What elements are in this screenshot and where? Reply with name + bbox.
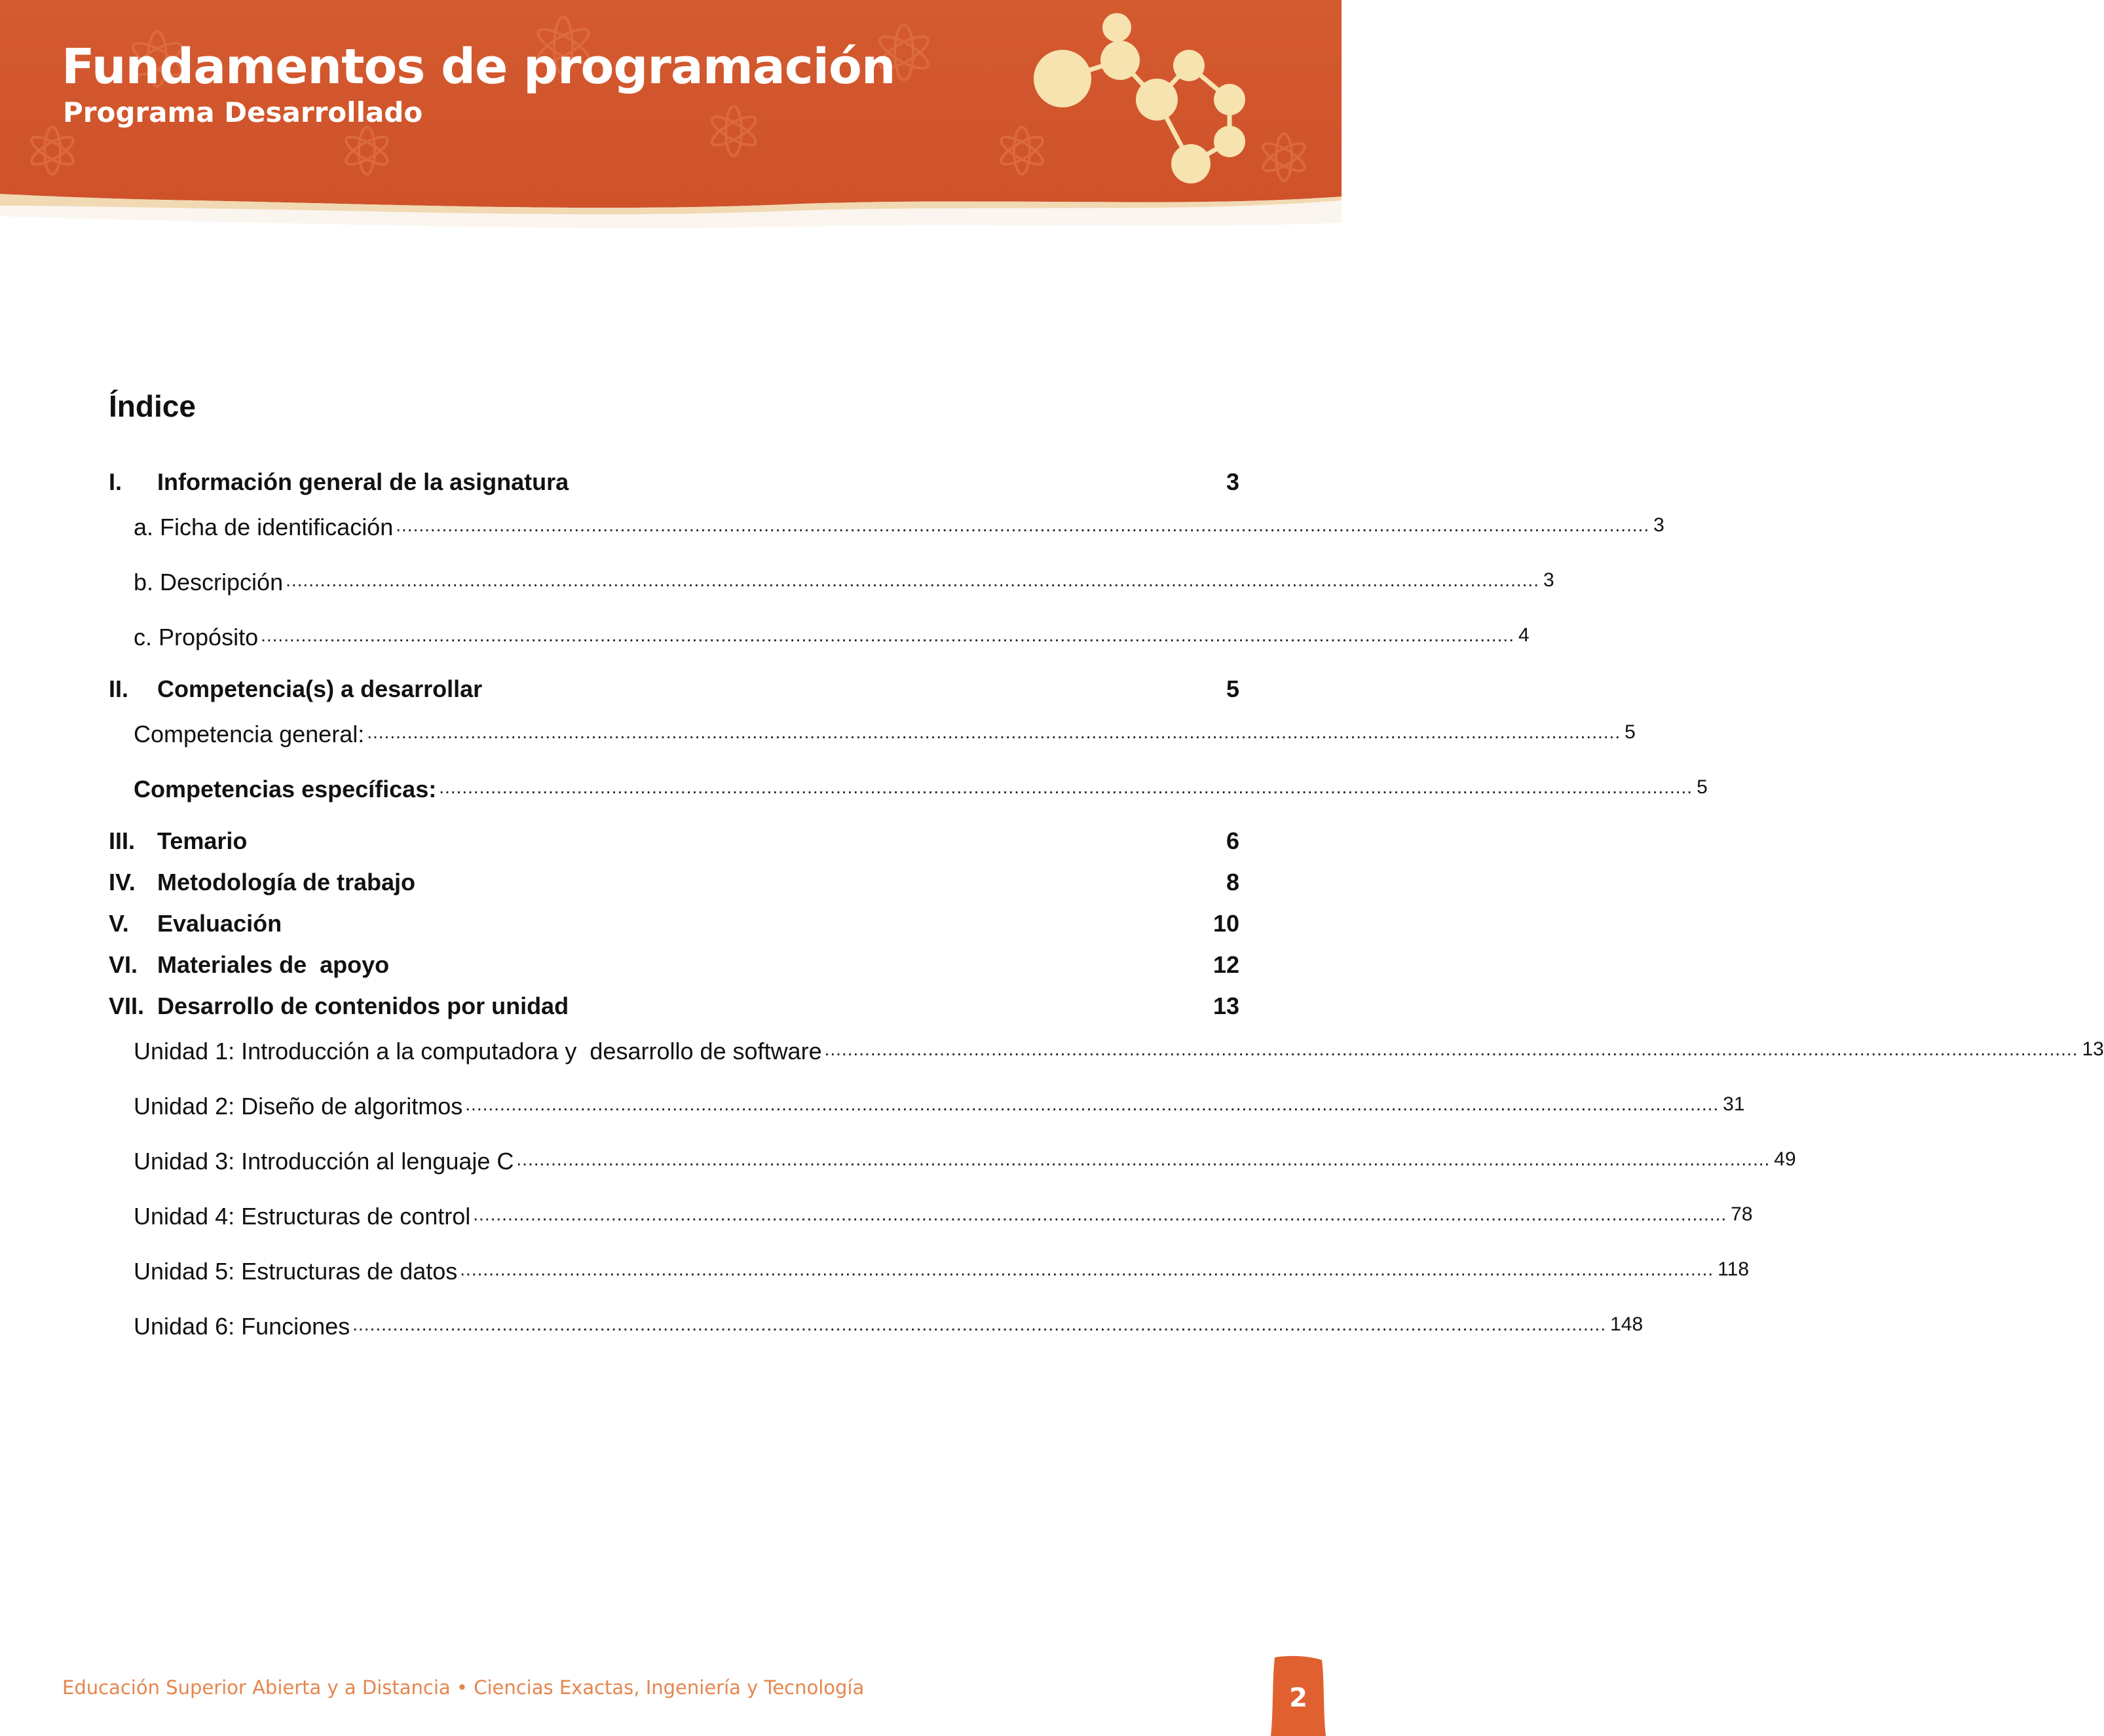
toc-item-page: 5: [1697, 776, 1708, 798]
dot-leader: ..........................................................................................................................................................................................................................: [396, 515, 1650, 535]
toc-item-descripcion[interactable]: [134, 562, 1554, 596]
document-title: Fundamentos de programación: [62, 39, 895, 95]
toc-section-label: Desarrollo de contenidos por unidad: [157, 992, 569, 1019]
toc-section-5[interactable]: [109, 907, 1239, 941]
toc-section-page: 3: [1226, 468, 1239, 495]
toc-section-number: V.: [109, 910, 129, 937]
dot-leader: ..........................................................................................................................................................................................................................: [352, 1314, 1607, 1334]
toc-section-label: Materiales de apoyo: [157, 951, 390, 978]
toc-item-ficha[interactable]: [134, 507, 1664, 541]
toc-section-number: VII.: [109, 992, 145, 1019]
toc-item-proposito[interactable]: [134, 617, 1530, 651]
dot-leader: ..........................................................................................................................................................................................................................: [824, 1039, 2078, 1059]
toc-section-7[interactable]: [109, 989, 1239, 1023]
toc-section-number: VI.: [109, 951, 138, 978]
toc-section-label: Evaluación: [157, 910, 282, 937]
toc-item-page: 31: [1723, 1093, 1745, 1115]
toc-item-unidad-5[interactable]: [134, 1251, 1749, 1285]
toc-section-4[interactable]: [109, 865, 1239, 899]
toc-section-6[interactable]: [109, 948, 1239, 982]
toc-item-unidad-3[interactable]: [134, 1141, 1796, 1175]
toc-item-page: 118: [1718, 1258, 1749, 1280]
toc-item-unidad-6[interactable]: [134, 1306, 1644, 1340]
toc-section-page: 12: [1212, 951, 1239, 978]
page-number: 2: [1289, 1683, 1307, 1713]
toc-item-label: Unidad 2: Diseño de algoritmos: [134, 1093, 463, 1120]
dot-leader: ..........................................................................................................................................................................................................................: [286, 570, 1539, 590]
toc-section-label: Metodología de trabajo: [157, 869, 416, 896]
page-number-tab: [1271, 1655, 1326, 1736]
toc-section-1[interactable]: [109, 465, 1239, 499]
toc-item-unidad-1[interactable]: [134, 1031, 2104, 1065]
toc-item-competencia-general[interactable]: [134, 714, 1636, 748]
toc-section-number: I.: [109, 468, 122, 495]
toc-item-page: 148: [1610, 1313, 1644, 1335]
toc-item-label: Competencia general:: [134, 721, 365, 747]
footer-institution-text: Educación Superior Abierta y a Distancia • Ciencias Exactas, Ingeniería y Tecnología: [62, 1676, 865, 1699]
toc-item-page: 78: [1731, 1203, 1753, 1225]
toc-section-page: 13: [1212, 992, 1239, 1019]
toc-item-label: Unidad 5: Estructuras de datos: [134, 1258, 458, 1285]
toc-item-page: 49: [1774, 1148, 1796, 1170]
toc-item-page: 3: [1543, 569, 1554, 591]
toc-item-unidad-4[interactable]: [134, 1196, 1753, 1230]
toc-section-number: III.: [109, 827, 136, 854]
header-banner: [0, 0, 1342, 236]
dot-leader: ..........................................................................................................................................................................................................................: [261, 625, 1514, 645]
toc-section-number: IV.: [109, 869, 136, 896]
toc-item-page: 5: [1625, 721, 1636, 743]
toc-item-label: a. Ficha de identificación: [134, 514, 394, 540]
toc-section-number: II.: [109, 675, 129, 702]
toc-section-page: 5: [1226, 675, 1239, 702]
toc-item-page: 4: [1518, 624, 1530, 646]
toc-section-label: Competencia(s) a desarrollar: [157, 675, 483, 702]
toc-section-3[interactable]: [109, 824, 1239, 858]
dot-leader: ..........................................................................................................................................................................................................................: [465, 1094, 1719, 1114]
toc-section-page: 10: [1212, 910, 1239, 937]
toc-item-label: Unidad 1: Introducción a la computadora y desarrollo de software: [134, 1038, 822, 1065]
toc-section-page: 8: [1226, 869, 1239, 896]
dot-leader: ..........................................................................................................................................................................................................................: [439, 777, 1693, 797]
toc-section-label: Información general de la asignatura: [157, 468, 569, 495]
toc-section-page: 6: [1226, 827, 1239, 854]
toc-item-label: Competencias específicas:: [134, 776, 437, 802]
index-heading: Índice: [109, 389, 196, 423]
toc-section-2[interactable]: [109, 672, 1239, 706]
toc-item-label: Unidad 4: Estructuras de control: [134, 1203, 471, 1230]
toc-item-unidad-2[interactable]: [134, 1086, 1745, 1120]
dot-leader: ..........................................................................................................................................................................................................................: [516, 1149, 1771, 1169]
dot-leader: ..........................................................................................................................................................................................................................: [473, 1204, 1727, 1224]
dot-leader: ..........................................................................................................................................................................................................................: [367, 722, 1621, 742]
toc-item-label: Unidad 6: Funciones: [134, 1313, 350, 1340]
toc-item-label: b. Descripción: [134, 569, 284, 595]
toc-section-label: Temario: [157, 827, 248, 854]
toc-item-page: 13: [2082, 1038, 2104, 1060]
toc-item-label: c. Propósito: [134, 624, 259, 651]
toc-item-label: Unidad 3: Introducción al lenguaje C: [134, 1148, 514, 1175]
document-subtitle: Programa Desarrollado: [63, 96, 423, 128]
toc-item-page: 3: [1653, 514, 1664, 536]
dot-leader: ..........................................................................................................................................................................................................................: [460, 1259, 1714, 1279]
toc-item-competencias-especificas[interactable]: [134, 769, 1708, 803]
